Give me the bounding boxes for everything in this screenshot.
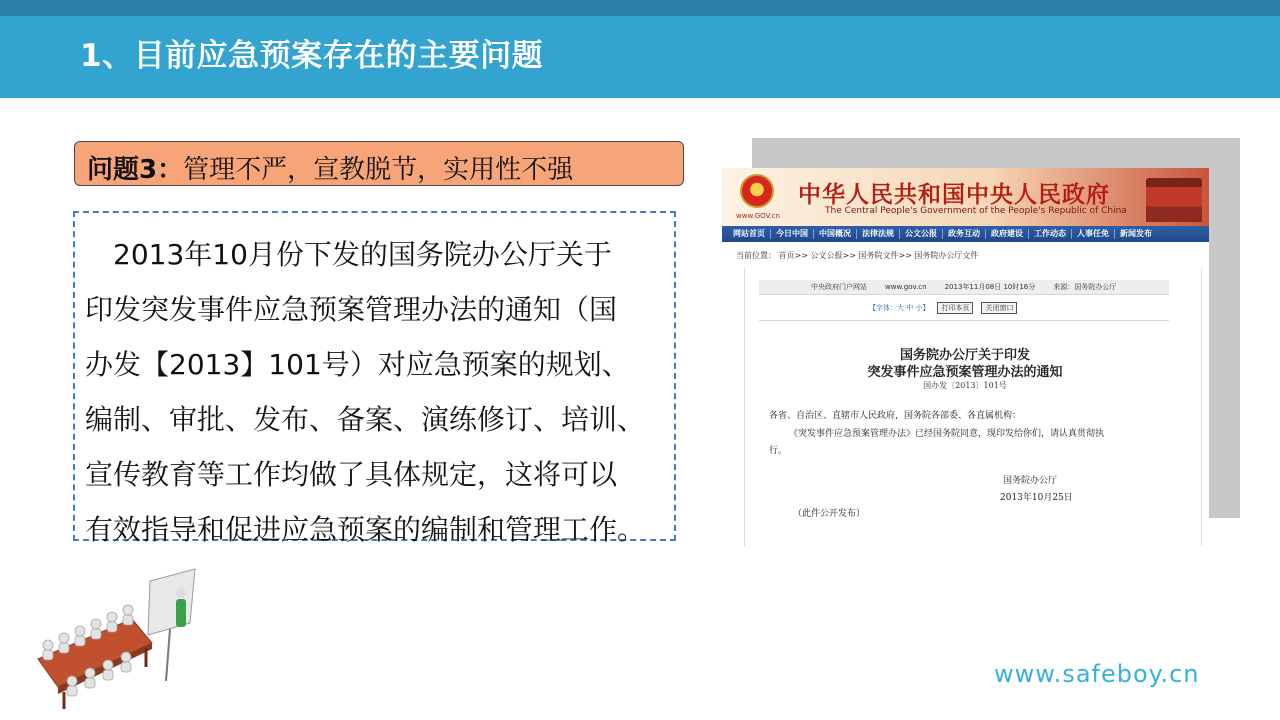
meta-origin: 来源：国务院办公厅: [1053, 283, 1117, 291]
gov-document-screenshot: [722, 168, 1209, 546]
gov-nav-item[interactable]: 工作动态: [1029, 229, 1072, 239]
document-tools: [869, 302, 1017, 314]
gov-title-cn: 中华人民共和国中央人民政府: [798, 182, 1110, 208]
gov-nav-item[interactable]: 政务互动: [943, 229, 986, 239]
breadcrumb: 当前位置： 首页>> 公文公报>> 国务院文件>> 国务院办公厅文件: [736, 251, 979, 260]
meta-source-site: 中央政府门户网站: [811, 283, 867, 291]
document-signer: 国务院办公厅: [1003, 476, 1058, 486]
document-number: 国办发〔2013〕101号: [923, 381, 1007, 390]
document-paragraph-end: 行。: [769, 446, 788, 456]
gov-title-en: The Central People's Government of the People's Republic of China: [825, 206, 1127, 216]
gov-nav-item[interactable]: 新闻发布: [1120, 229, 1152, 238]
website-watermark: www.safeboy.cn: [994, 660, 1200, 688]
gov-nav-item[interactable]: 今日中国: [771, 229, 814, 239]
font-size-switch[interactable]: 【字体：大 中 小】: [869, 304, 930, 312]
meta-url: www.gov.cn: [885, 283, 927, 291]
divider: [759, 320, 1169, 321]
close-window-button[interactable]: 关闭窗口: [981, 302, 1017, 314]
print-button[interactable]: 打印本页: [937, 302, 973, 314]
document-paragraph: 《突发事件应急预案管理办法》已经国务院同意，现印发给你们，请认真贯彻执: [789, 429, 1105, 439]
gov-banner: [722, 168, 1209, 226]
document-publish-note: （此件公开发布）: [793, 509, 866, 519]
content-line: 2013年10月份下发的国务院办公厅关于: [85, 238, 612, 271]
content-line: 编制、审批、发布、备案、演练修订、培训、: [85, 403, 646, 436]
meeting-illustration-icon: [30, 563, 210, 713]
content-box: [73, 211, 676, 546]
gov-nav-item[interactable]: 法律法规: [857, 229, 900, 239]
content-line: 宣传教育等工作均做了具体规定，这将可以: [85, 458, 618, 491]
content-line: 印发突发事件应急预案管理办法的通知（国: [85, 293, 618, 326]
document-addressee: 各省、自治区、直辖市人民政府，国务院各部委、各直属机构：: [769, 411, 1022, 421]
problem-text: [87, 149, 573, 186]
tiananmen-icon: [1146, 178, 1202, 222]
content-line: 办发【2013】101号）对应急预案的规划、: [85, 348, 630, 381]
national-emblem-icon: [740, 174, 774, 208]
problem-label: 问题3：: [87, 155, 184, 185]
document-meta-bar: [759, 280, 1169, 295]
problem-description: 管理不严，宣教脱节，实用性不强: [183, 155, 574, 185]
problem-callout: [74, 141, 684, 186]
gov-nav-item[interactable]: 人事任免: [1072, 229, 1115, 239]
top-accent-strip: [0, 0, 1280, 16]
meta-date: 2013年11月08日 10时16分: [944, 283, 1036, 291]
document-sign-date: 2013年10月25日: [1000, 493, 1073, 503]
gov-nav-item[interactable]: 网站首页: [728, 229, 771, 239]
gov-nav-item[interactable]: 中国概况: [814, 229, 857, 239]
gov-nav-item[interactable]: 公文公报: [900, 229, 943, 239]
document-title-line-1: 国务院办公厅关于印发: [899, 348, 1030, 363]
content-line: 有效指导和促进应急预案的编制和管理工作。: [85, 513, 646, 546]
gov-nav-bar: [722, 226, 1209, 242]
document-body: [744, 268, 1202, 546]
content-paragraph: [85, 227, 670, 557]
page-title: 1、目前应急预案存在的主要问题: [80, 38, 544, 74]
gov-nav-item[interactable]: 政府建设: [986, 229, 1029, 239]
document-title-line-2: 突发事件应急预案管理办法的通知: [867, 365, 1063, 380]
gov-site-url: www.GOV.cn: [736, 212, 780, 220]
